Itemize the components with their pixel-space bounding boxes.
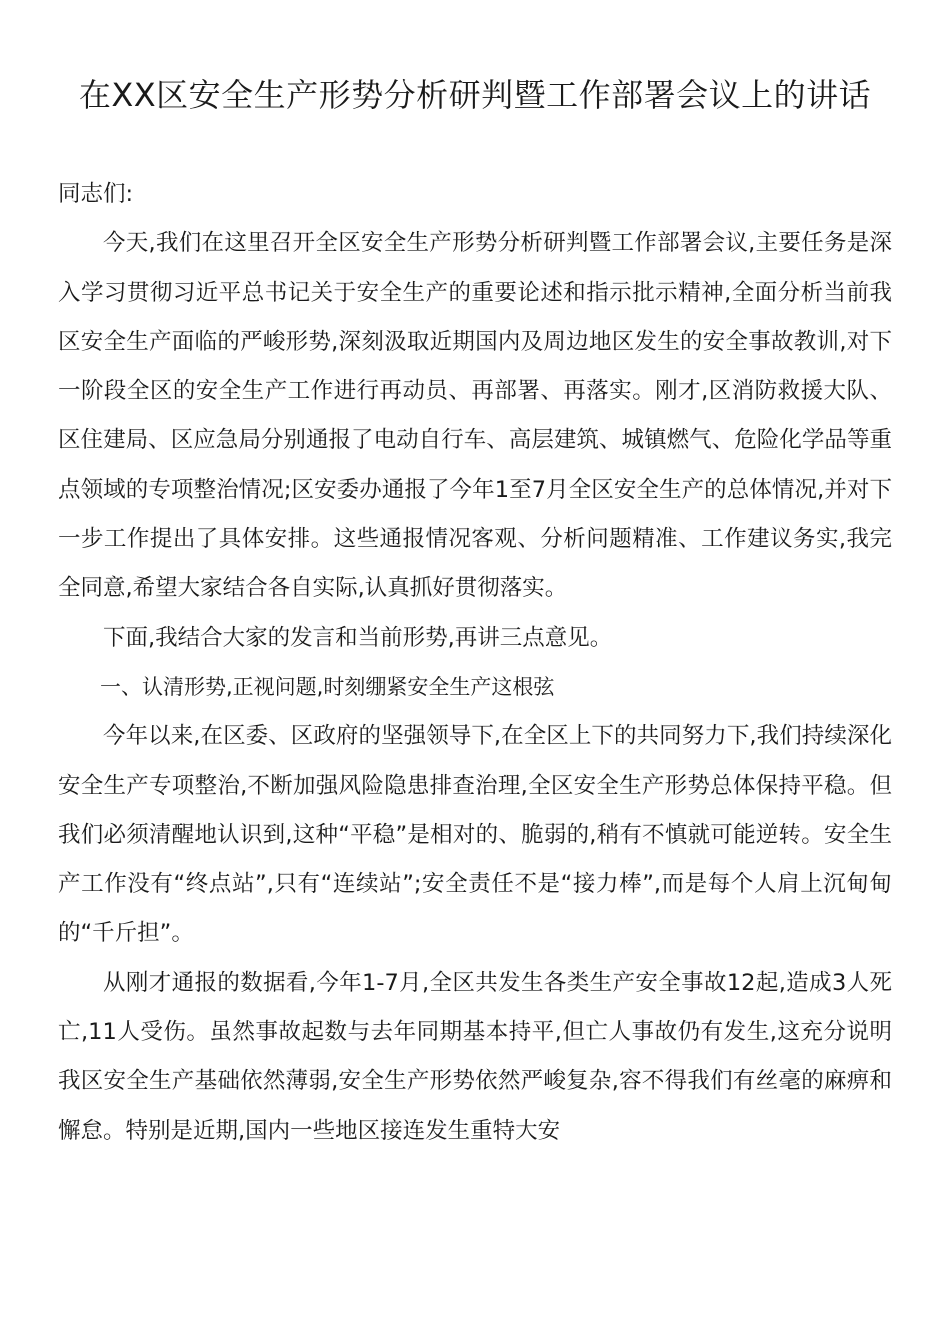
paragraph-transition: 下面,我结合大家的发言和当前形势,再讲三点意见。 (103, 624, 613, 651)
paragraph-statistics: 从刚才通报的数据看,今年1-7月,全区共发生各类生产安全事故12起,造成3人死亡,11人受伤。虽然事故起数与去年同期基本持平,但亡人事故仍有发生,这充分说明我区安全生产基础依然薄弱,安全生产形势依然严峻复杂,容不得我们有丝毫的麻痹和懈怠。特别是近期,国内一些地区接连发生重特大安 (58, 969, 892, 1144)
document-page (58, 70, 892, 1156)
paragraph-situation: 今年以来,在区委、区政府的坚强领导下,在全区上下的共同努力下,我们持续深化安全生产专项整治,不断加强风险隐患排查治理,全区安全生产形势总体保持平稳。但我们必须清醒地认识到,这种“平稳”是相对的、脆弱的,稍有不慎就可能逆转。安全生产工作没有“终点站”,只有“连续站”;安全责任不是“接力棒”,而是每个人肩上沉甸甸的“千斤担”。 (58, 723, 892, 947)
document-title: 在XX区安全生产形势分析研判暨工作部署会议上的讲话 (78, 76, 872, 114)
paragraph-intro: 今天,我们在这里召开全区安全生产形势分析研判暨工作部署会议,主要任务是深入学习贯彻习近平总书记关于安全生产的重要论述和指示批示精神,全面分析当前我区安全生产面临的严峻形势,深刻汲取近期国内及周边地区发生的安全事故教训,对下一阶段全区的安全生产工作进行再动员、再部署、再落实。刚才,区消防救援大队、区住建局、区应急局分别通报了电动自行车、高层建筑、城镇燃气、危险化学品等重点领域的专项整治情况;区安委办通报了今年1至7月全区安全生产的总体情况,并对下一步工作提出了具体安排。这些通报情况客观、分析问题精准、工作建议务实,我完全同意,希望大家结合各自实际,认真抓好贯彻落实。 (58, 230, 892, 602)
document-body (58, 170, 892, 1156)
salutation: 同志们: (58, 181, 134, 207)
section-heading: 一、认清形势,正视问题,时刻绷紧安全生产这根弦 (100, 674, 555, 699)
